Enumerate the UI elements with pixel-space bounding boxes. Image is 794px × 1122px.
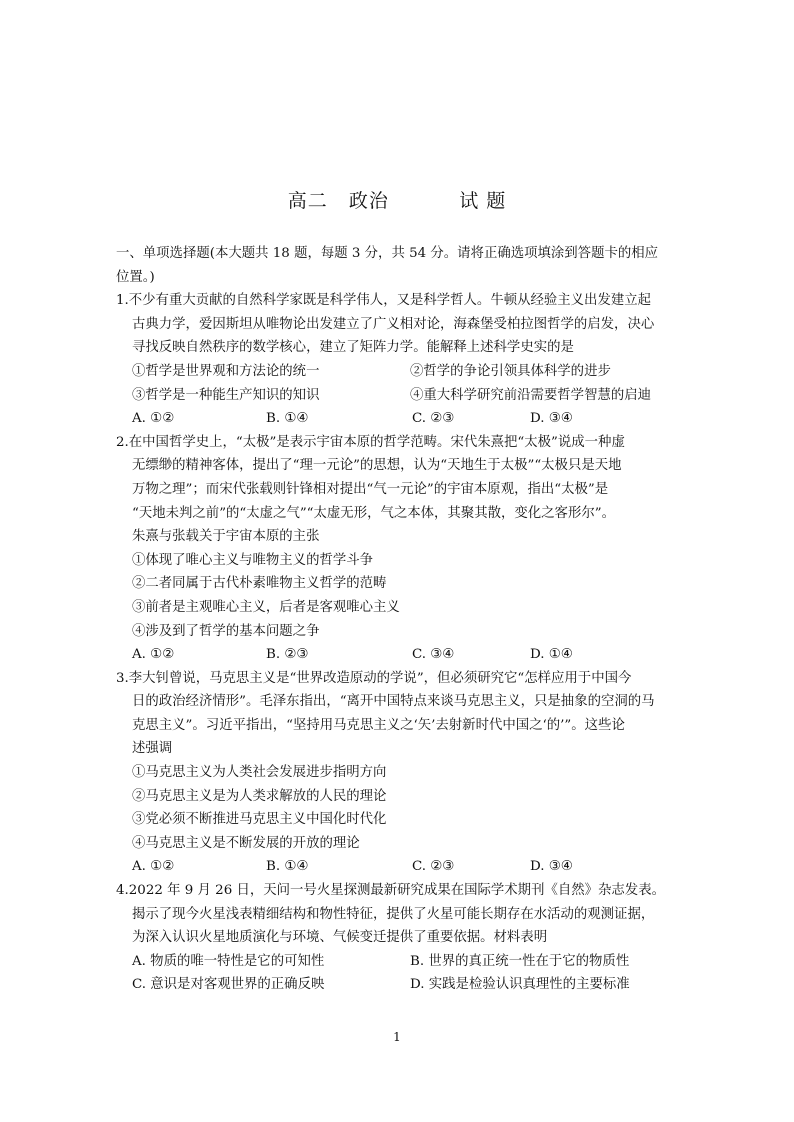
question-section [116,242,678,997]
statement: ③前者是主观唯心主义，后者是客观唯心主义 [132,599,400,615]
option-a: A. 物质的唯一特性是它的可知性 [132,953,325,969]
question-stem-line: 克思主义”。习近平指出，“坚持用马克思主义之‘矢’去射新时代中国之‘的’”。这些论 [132,717,625,733]
question-stem-line: “天地未判之前”的“太虚之气”“太虚无形，气之本体，其聚其散，变化之客形尔”。 [132,505,615,521]
question-2 [116,431,678,667]
question-stem-line: 古典力学，爱因斯坦从唯物论出发建立了广义相对论，海森堡受柏拉图哲学的启发，决心 [132,316,655,332]
options-row [116,855,678,879]
question-3 [116,667,678,879]
options-row [116,950,678,974]
question-1 [116,289,678,431]
option-c: C. ②③ [412,411,455,427]
option-d: D. ③④ [530,411,573,427]
question-stem-line: 述强调 [132,741,173,757]
question-stem-line: 万物之理”；而宋代张载则针锋相对提出“气一元论”的宇宙本原观，指出“太极”是 [132,481,609,497]
option-a: A. ①② [132,411,175,427]
page-title: 高二 政治 试 题 [287,190,507,212]
question-stem-line: 揭示了现今火星浅表精细结构和物性特征，提供了火星可能长期存在水活动的观测证据， [132,906,655,922]
options-row [116,407,678,431]
statement: ②二者同属于古代朴素唯物主义哲学的范畴 [132,576,387,592]
question-stem-line: 寻找反映自然秩序的数学核心，建立了矩阵力学。能解释上述科学史实的是 [132,340,574,356]
statement-row [116,360,678,384]
question-stem-line: 朱熹与张载关于宇宙本原的主张 [132,529,320,545]
option-c: C. 意识是对客观世界的正确反映 [132,977,325,993]
option-b: B. ①④ [266,859,309,875]
statement: ①哲学是世界观和方法论的统一 [132,363,320,379]
statement: ①马克思主义为人类社会发展进步指明方向 [132,765,387,781]
option-a: A. ①② [132,859,175,875]
statement: ②马克思主义是为人类求解放的人民的理论 [132,788,387,804]
statement: ③哲学是一种能生产知识的知识 [132,387,320,403]
section-heading-cont: 位置。) [116,269,155,285]
question-4 [116,879,678,997]
question-stem-line: 日的政治经济情形”。毛泽东指出，“离开中国特点来谈马克思主义，只是抽象的空洞的马 [132,694,655,710]
option-d: D. 实践是检验认识真理性的主要标准 [410,977,630,993]
question-stem-line: 为深入认识火星地质演化与环境、气候变迁提供了重要依据。材料表明 [132,930,548,946]
option-c: C. ②③ [412,859,455,875]
options-row [116,643,678,667]
options-row [116,973,678,997]
question-stem-line: 3.李大钊曾说，马克思主义是“世界改造原动的学说”，但必须研究它“怎样应用于中国今 [116,670,632,686]
question-stem-line: 2.在中国哲学史上，“太极”是表示宇宙本原的哲学范畴。宋代朱熹把“太极”说成一种虚 [116,434,625,450]
statement: ④马克思主义是不断发展的开放的理论 [132,835,360,851]
question-stem-line: 4.2022 年 9 月 26 日，天问一号火星探测最新研究成果在国际学术期刊《自然》杂志发表。 [116,883,665,899]
statement: ②哲学的争论引领具体科学的进步 [410,363,611,379]
statement: ①体现了唯心主义与唯物主义的哲学斗争 [132,552,374,568]
section-heading: 一、单项选择题(本大题共 18 题，每题 3 分，共 54 分。请将正确选项填涂到答题卡的相应 [116,246,659,261]
statement-row [116,384,678,408]
option-b: B. 世界的真正统一性在于它的物质性 [410,953,630,969]
question-stem-line: 无缥缈的精神客体，提出了“理一元论”的思想，认为“天地生于太极”“太极只是天地 [132,458,622,474]
option-b: B. ②③ [266,647,309,663]
option-b: B. ①④ [266,411,309,427]
statement: ④重大科学研究前沿需要哲学智慧的启迪 [410,387,652,403]
question-stem-line: 1.不少有重大贡献的自然科学家既是科学伟人，又是科学哲人。牛顿从经验主义出发建立起 [116,293,652,309]
page-number: 1 [393,1030,401,1044]
statement: ③党必须不断推进马克思主义中国化时代化 [132,812,387,828]
option-a: A. ①② [132,647,175,663]
option-d: D. ①④ [530,647,573,663]
statement: ④涉及到了哲学的基本问题之争 [132,623,320,639]
option-d: D. ③④ [530,859,573,875]
option-c: C. ③④ [412,647,455,663]
